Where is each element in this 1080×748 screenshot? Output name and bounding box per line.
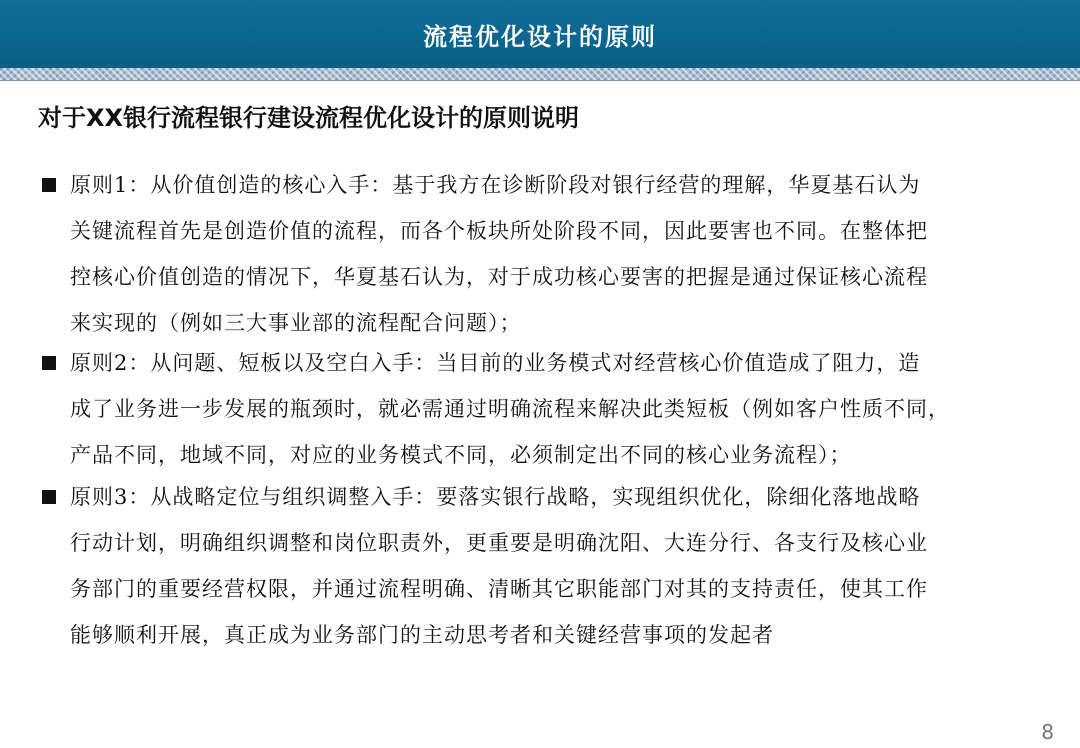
text-line: 行动计划，明确组织调整和岗位职责外，更重要是明确沈阳、大连分行、各支行及核心业 (70, 531, 928, 555)
text-line: 原则3：从战略定位与组织调整入手：要落实银行战略，实现组织优化，除细化落地战略 (70, 485, 921, 509)
principle-1-paragraph (42, 162, 1052, 346)
text-line: 成了业务进一步发展的瓶颈时，就必需通过明确流程来解决此类短板（例如客户性质不同， (70, 397, 950, 421)
page-number: 8 (1041, 720, 1054, 744)
section-heading: 对于XX银行流程银行建设流程优化设计的原则说明 (38, 104, 580, 132)
slide-title: 流程优化设计的原则 (423, 22, 657, 51)
square-bullet-icon (42, 490, 56, 504)
text-line: 原则1：从价值创造的核心入手：基于我方在诊断阶段对银行经营的理解，华夏基石认为 (70, 173, 921, 197)
principle-2-paragraph (42, 340, 1052, 478)
text-line: 关键流程首先是创造价值的流程，而各个板块所处阶段不同，因此要害也不同。在整体把 (70, 219, 928, 243)
decorative-pattern-band (0, 68, 1080, 81)
square-bullet-icon (42, 356, 56, 370)
text-line: 控核心价值创造的情况下，华夏基石认为，对于成功核心要害的把握是通过保证核心流程 (70, 265, 928, 289)
text-line: 产品不同，地域不同，对应的业务模式不同，必须制定出不同的核心业务流程）； (70, 443, 852, 467)
principle-3-paragraph (42, 474, 1052, 658)
text-line: 来实现的（例如三大事业部的流程配合问题）； (70, 311, 522, 335)
slide-header-bar (0, 0, 1080, 68)
text-line: 原则2：从问题、短板以及空白入手：当目前的业务模式对经营核心价值造成了阻力，造 (70, 351, 921, 375)
square-bullet-icon (42, 178, 56, 192)
text-line: 能够顺利开展，真正成为业务部门的主动思考者和关键经营事项的发起者 (70, 623, 774, 647)
text-line: 务部门的重要经营权限，并通过流程明确、清晰其它职能部门对其的支持责任，使其工作 (70, 577, 928, 601)
